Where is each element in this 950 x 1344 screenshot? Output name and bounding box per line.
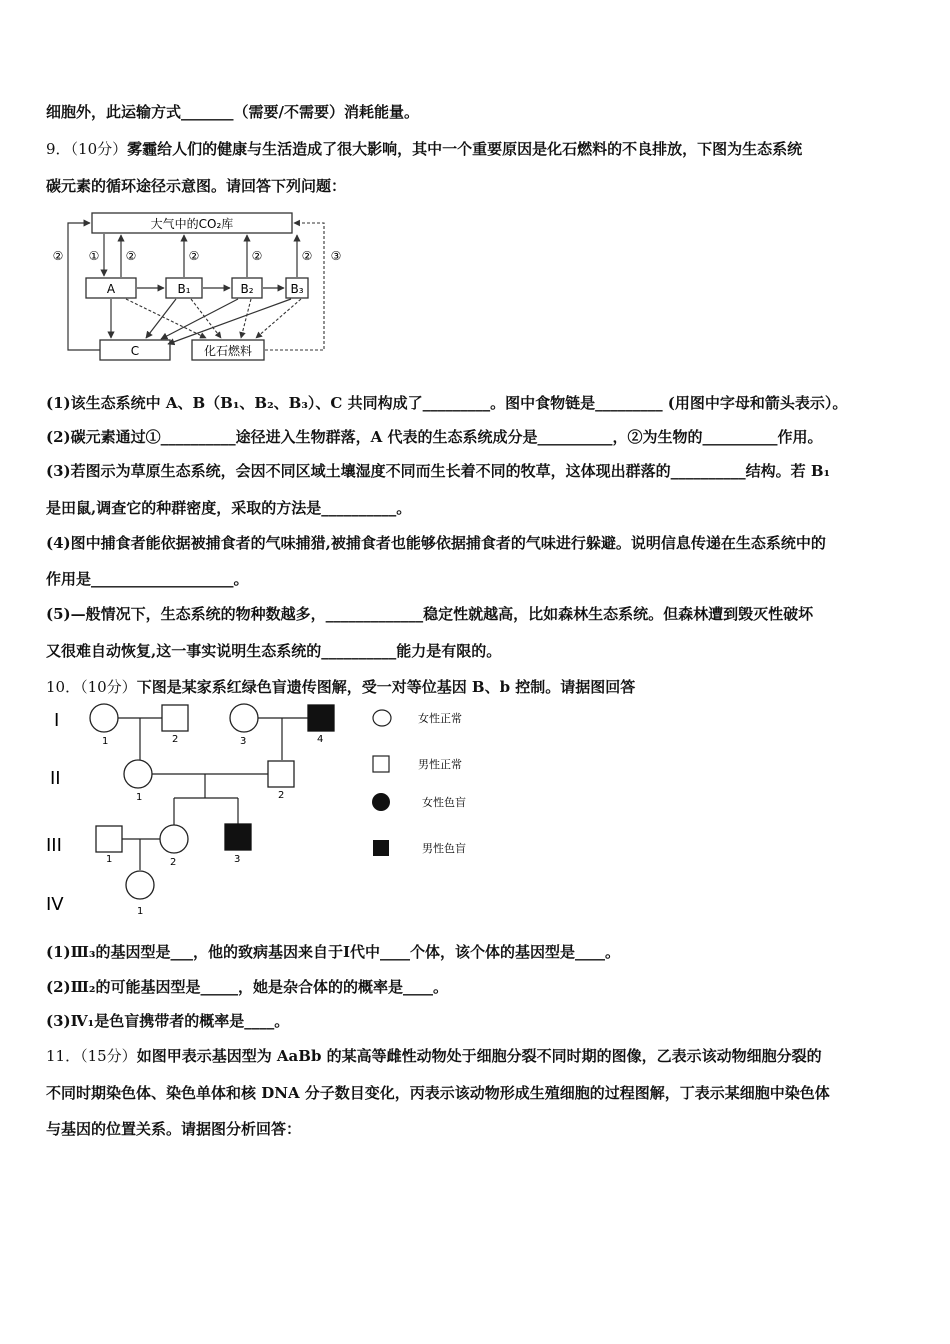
q9-part2: (2)碳元素通过①__________途径进入生物群落，A 代表的生态系统成分是__________，②为生物的__________作用。 — [46, 428, 823, 446]
id-i2: 2 — [172, 734, 179, 745]
q10-part3: (3)Ⅳ₁是色盲携带者的概率是____。 — [46, 1012, 290, 1030]
q9-first-line — [46, 138, 802, 159]
label-1: ① — [88, 249, 100, 263]
carbon-cycle-diagram — [46, 208, 356, 368]
id-i4: 4 — [317, 734, 324, 745]
text-line-0: 细胞外，此运输方式_______（需要/不需要）消耗能量。 — [46, 103, 419, 121]
legend-male-blind-label: 男性色盲 — [422, 842, 466, 855]
fossil-fuel-label: 化石燃料 — [203, 344, 253, 358]
q9-part3b: 是田鼠,调查它的种群密度，采取的方法是__________。 — [46, 499, 412, 517]
id-iii3: 3 — [234, 854, 241, 865]
q9-stem-b: 碳元素的循环途径示意图。请回答下列问题： — [46, 177, 347, 195]
gen-label-1: I — [54, 710, 60, 731]
gen1-male-4 — [308, 705, 334, 731]
legend-female-blind-label: 女性色盲 — [422, 796, 466, 809]
box-b3-label: B₃ — [290, 282, 304, 296]
pedigree-chart — [40, 700, 490, 925]
label-2d: ② — [301, 249, 313, 263]
gen-label-3: III — [46, 835, 62, 856]
q9-part4a: (4)图中捕食者能依据被捕食者的气味捕猎,被捕食者也能够依据捕食者的气味进行躲避。说明信息传递在生态系统中的 — [46, 534, 826, 552]
q9-part5a: (5)—般情况下，生态系统的物种数越多，_____________稳定性就越高，比如森林生态系统。但森林遭到毁灭性破坏 — [46, 605, 814, 623]
id-ii2: 2 — [278, 790, 285, 801]
q10-first-line — [46, 676, 635, 697]
q10-part1: (1)Ⅲ₃的基因型是___，他的致病基因来自于Ⅰ代中____个体，该个体的基因型是____。 — [46, 943, 620, 961]
label-2-left: ② — [52, 249, 64, 263]
q9-part3a: (3)若图示为草原生态系统，会因不同区域土壤湿度不同而生长着不同的牧草，这体现出群落的__________结构。若 B₁ — [46, 462, 831, 480]
co2-pool-label: 大气中的CO₂库 — [150, 217, 234, 231]
q11-stem-c: 与基因的位置关系。请据图分析回答： — [46, 1120, 302, 1138]
q10-header: 10．（10分） — [46, 678, 137, 696]
q9-part1: (1)该生态系统中 A、B（B₁、B₂、B₃）、C 共同构成了_________。图中食物链是_________ (用图中字母和箭头表示）。 — [46, 394, 848, 412]
label-2a: ② — [125, 249, 137, 263]
id-i3: 3 — [240, 736, 247, 747]
box-b1-label: B₁ — [177, 282, 191, 296]
legend-female-normal-symbol — [373, 710, 391, 726]
id-iii2: 2 — [170, 857, 177, 868]
gen1-male-2 — [162, 705, 188, 731]
box-c-label: C — [130, 344, 140, 358]
gen3-female-2 — [160, 825, 188, 853]
gen1-female-3 — [230, 704, 258, 732]
id-iv1: 1 — [137, 906, 144, 917]
q11-first-line — [46, 1045, 822, 1066]
q9-stem-a: 雾霾给人们的健康与生活造成了很大影响，其中一个重要原因是化石燃料的不良排放，下图为生态系统 — [127, 140, 803, 158]
gen2-male-2 — [268, 761, 294, 787]
gen-label-2: II — [50, 768, 61, 789]
q9-part5b: 又很难自动恢复,这一事实说明生态系统的__________能力是有限的。 — [46, 642, 502, 660]
label-3: ③ — [330, 249, 342, 263]
q11-stem-a: 如图甲表示基因型为 AaBb 的某高等雌性动物处于细胞分裂不同时期的图像，乙表示该动物细胞分裂的 — [136, 1047, 822, 1065]
gen1-female-1 — [90, 704, 118, 732]
q11-header: 11．（15分） — [46, 1047, 137, 1065]
legend-male-blind-symbol — [373, 840, 389, 856]
q10-part2: (2)Ⅲ₂的可能基因型是_____，她是杂合体的的概率是____。 — [46, 978, 448, 996]
legend-male-normal-label: 男性正常 — [418, 758, 462, 771]
gen2-female-1 — [124, 760, 152, 788]
legend-female-normal-label: 女性正常 — [418, 712, 462, 725]
gen3-male-1 — [96, 826, 122, 852]
q11-stem-b: 不同时期染色体、染色单体和核 DNA 分子数目变化，丙表示该动物形成生殖细胞的过程图解，丁表示某细胞中染色体 — [46, 1084, 830, 1102]
label-2c: ② — [251, 249, 263, 263]
legend-male-normal-symbol — [373, 756, 389, 772]
q9-part4b: 作用是___________________。 — [46, 570, 249, 588]
gen4-female-1 — [126, 871, 154, 899]
id-ii1: 1 — [136, 792, 143, 803]
q10-stem: 下图是某家系红绿色盲遗传图解，受一对等位基因 B、b 控制。请据图回答 — [136, 678, 636, 696]
q9-header: 9．（10分） — [46, 140, 128, 158]
gen3-male-3 — [225, 824, 251, 850]
box-b2-label: B₂ — [240, 282, 254, 296]
id-iii1: 1 — [106, 854, 113, 865]
box-a-label: A — [106, 282, 116, 296]
id-i1: 1 — [102, 736, 109, 747]
gen-label-4: IV — [46, 894, 64, 915]
legend-female-blind-symbol — [372, 793, 390, 811]
label-2b: ② — [188, 249, 200, 263]
